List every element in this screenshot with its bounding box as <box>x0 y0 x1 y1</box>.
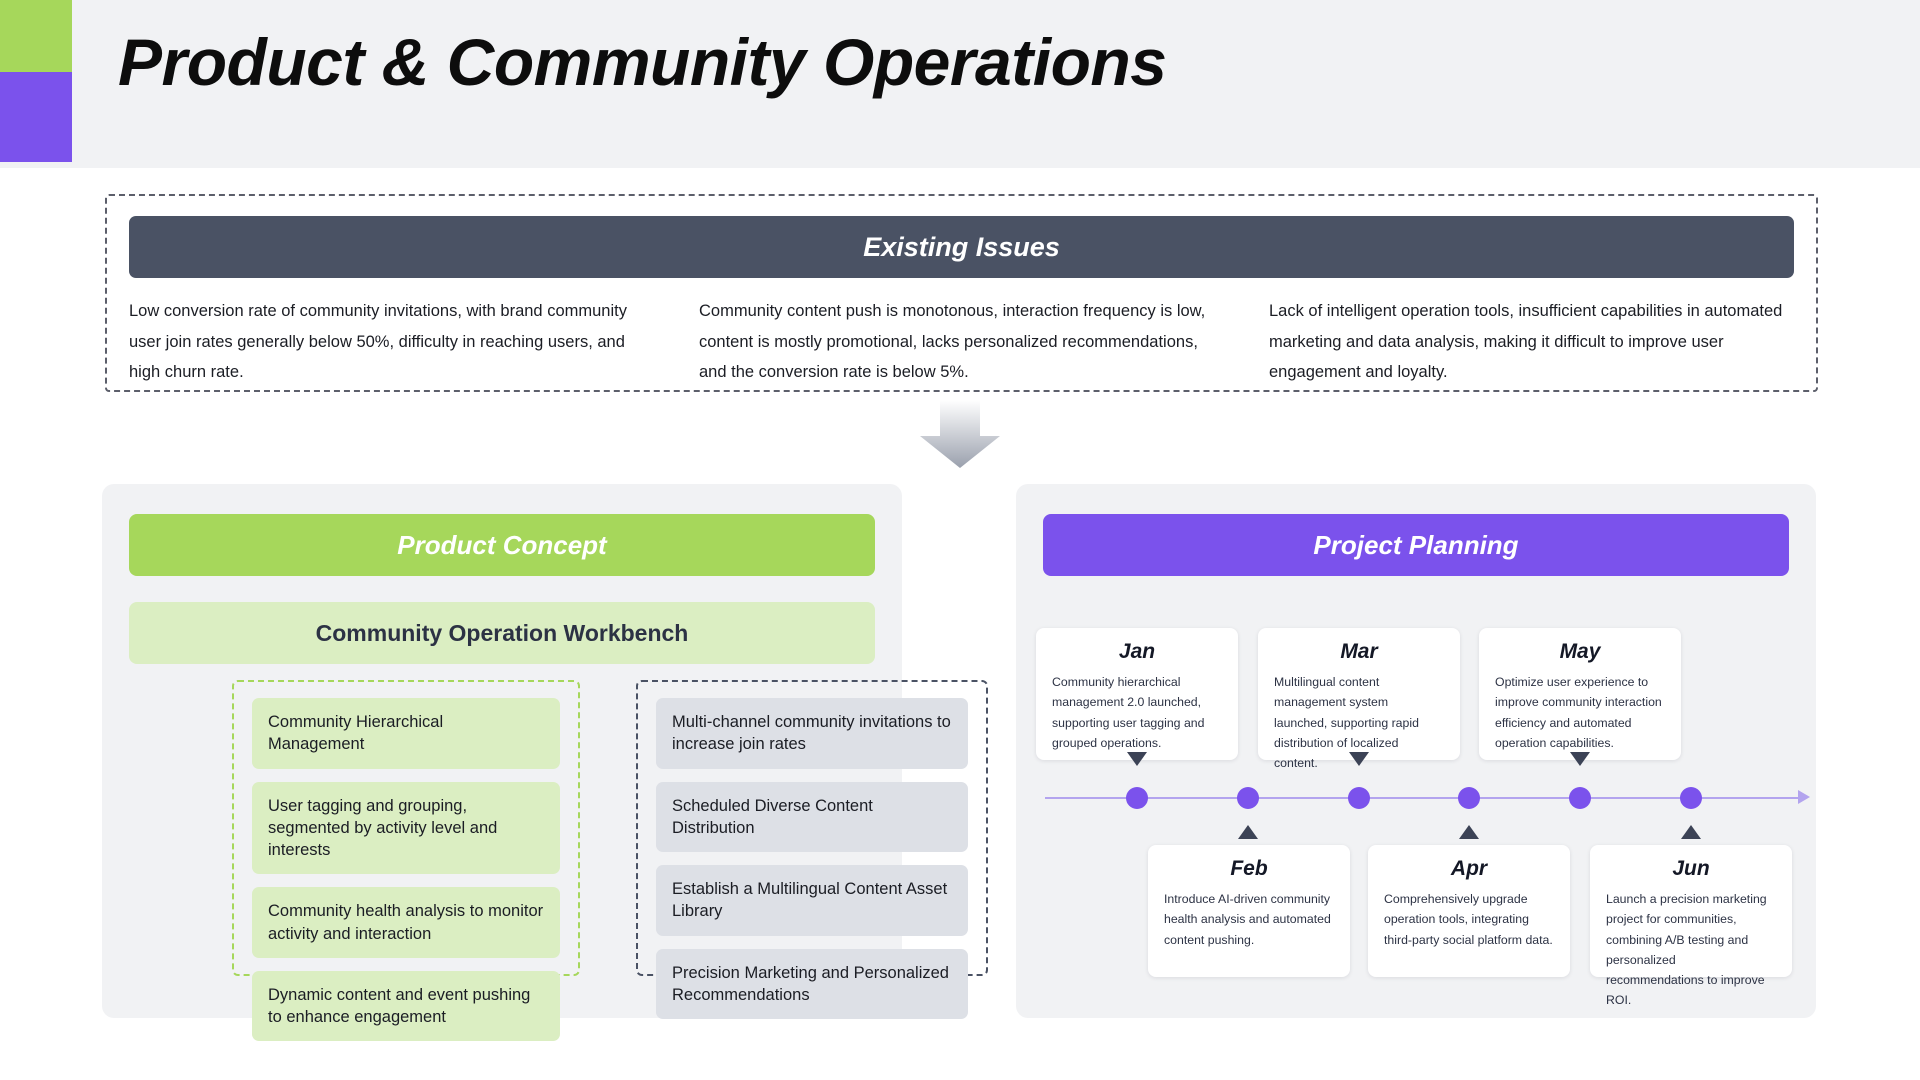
timeline-tick-up-icon <box>1238 825 1258 839</box>
issue-item: Lack of intelligent operation tools, insufficient capabilities in automated marketing and data analysis, making it difficult to improve user engagement and loyalty. <box>1269 302 1783 382</box>
timeline-card-label: Mar <box>1340 640 1378 663</box>
timeline-card-label: May <box>1559 640 1601 663</box>
timeline-dot <box>1680 787 1702 809</box>
product-concept-title: Product Concept <box>397 529 607 560</box>
issue-item: Low conversion rate of community invitations, with brand community user join rates generally below 50%, difficulty in reaching users, and high churn rate. <box>129 302 627 382</box>
timeline-dot <box>1569 787 1591 809</box>
timeline-card-desc: Comprehensively upgrade operation tools, integrating third-party social platform data. <box>1384 892 1553 947</box>
timeline-dot <box>1237 787 1259 809</box>
timeline-card <box>1148 845 1350 977</box>
timeline-card-desc: Multilingual content management system launched, supporting rapid distribution of localized content. <box>1274 675 1419 771</box>
timeline-card <box>1479 628 1681 760</box>
existing-issues-banner <box>129 216 1794 278</box>
product-concept-left-group <box>232 680 580 1027</box>
list-item: Community Hierarchical Management <box>252 698 560 769</box>
page-title: Product & Community Operations <box>118 25 1167 99</box>
timeline-card-desc: Introduce AI-driven community health analysis and automated content pushing. <box>1164 892 1331 947</box>
page-header <box>0 0 1920 168</box>
timeline-card <box>1590 845 1792 1008</box>
product-concept-right-group <box>636 680 988 1004</box>
timeline-card <box>1258 628 1460 771</box>
timeline-card-desc: Launch a precision marketing project for communities, combining A/B testing and personalized recommendations to improve ROI. <box>1606 892 1767 1008</box>
list-item: Scheduled Diverse Content Distribution <box>656 782 968 853</box>
product-concept-panel <box>102 484 951 1027</box>
down-arrow-icon <box>918 400 1002 470</box>
existing-issues-title: Existing Issues <box>863 231 1060 262</box>
project-planning-banner <box>1043 514 1789 576</box>
timeline-card-label: Jan <box>1118 640 1156 663</box>
project-planning-title: Project Planning <box>1313 529 1519 560</box>
timeline-card-label: Apr <box>1450 857 1488 880</box>
list-item: User tagging and grouping, segmented by activity level and interests <box>252 782 560 875</box>
timeline-card-label: Feb <box>1230 857 1268 880</box>
timeline-tick-up-icon <box>1459 825 1479 839</box>
product-concept-banner <box>129 514 875 576</box>
timeline-dot <box>1458 787 1480 809</box>
timeline-tick-up-icon <box>1681 825 1701 839</box>
timeline-dot <box>1126 787 1148 809</box>
timeline-card <box>1036 628 1238 760</box>
existing-issues-section <box>105 194 1818 392</box>
list-item: Dynamic content and event pushing to enhance engagement <box>252 971 560 1042</box>
timeline-card-desc: Optimize user experience to improve community interaction efficiency and automated operation capabilities. <box>1495 675 1662 750</box>
timeline-card-desc: Community hierarchical management 2.0 launched, supporting user tagging and grouped operations. <box>1052 675 1205 750</box>
list-item: Community health analysis to monitor activity and interaction <box>252 887 560 958</box>
timeline-card-label: Jun <box>1672 857 1710 880</box>
timeline-tick-down-icon <box>1349 752 1369 766</box>
list-item: Establish a Multilingual Content Asset Library <box>656 865 968 936</box>
timeline-card <box>1368 845 1570 977</box>
header-accent-green-block <box>0 0 72 72</box>
timeline-dot <box>1348 787 1370 809</box>
timeline-arrow-icon <box>1798 790 1810 804</box>
list-item: Multi-channel community invitations to increase join rates <box>656 698 968 769</box>
workbench-subtitle-bar <box>129 602 875 664</box>
timeline-tick-down-icon <box>1127 752 1147 766</box>
workbench-subtitle: Community Operation Workbench <box>315 619 689 646</box>
timeline-tick-down-icon <box>1570 752 1590 766</box>
issue-item: Community content push is monotonous, interaction frequency is low, content is mostly promotional, lacks personalized recommendations, and the conversion rate is below 5%. <box>699 302 1206 382</box>
existing-issues-columns <box>129 296 1794 388</box>
list-item: Precision Marketing and Personalized Recommendations <box>656 949 968 1020</box>
header-accent-purple-block <box>0 72 72 162</box>
